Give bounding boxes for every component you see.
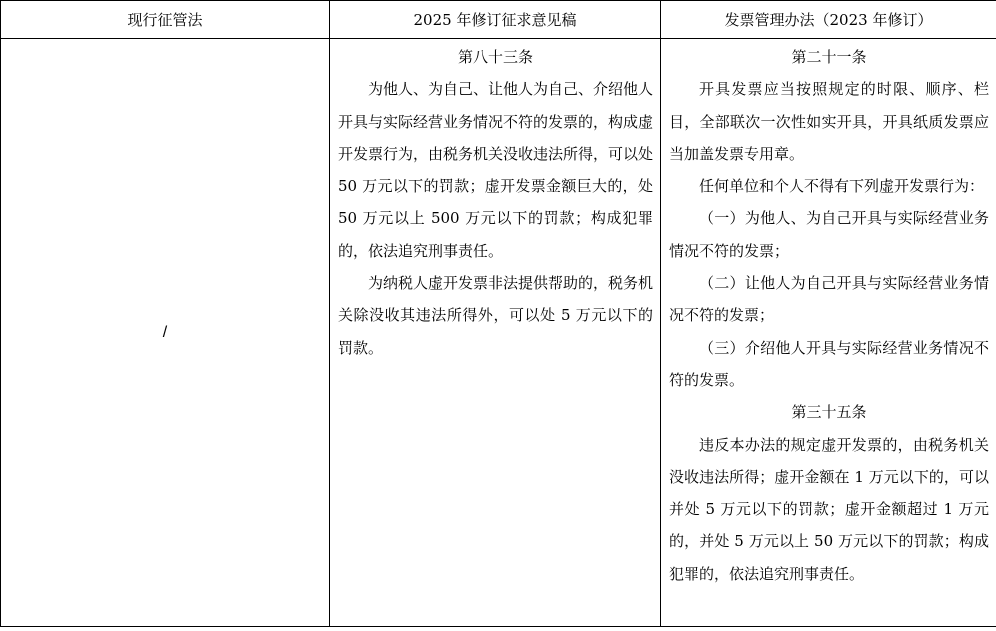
- current-law-cell: /: [1, 39, 330, 627]
- article-heading: 第三十五条: [791, 403, 867, 422]
- draft-cell: [330, 39, 661, 627]
- paragraph: 为他人、为自己、让他人为自己、介绍他人开具与实际经营业务情况不符的发票的，构成虚开发票行为，由税务机关没收违法所得，可以处 50 万元以下的罚款；虚开发票金额巨大的，处 50 万元以上 500 万元以下的罚款；构成犯罪的，依法追究刑事责任。: [338, 80, 654, 260]
- invoice-measures-cell: [661, 39, 996, 627]
- article-heading: 第八十三条: [457, 48, 533, 66]
- article-heading: 第二十一条: [791, 48, 867, 66]
- paragraph: 为纳税人虚开发票非法提供帮助的，税务机关除没收其违法所得外，可以处 5 万元以下的罚款。: [338, 274, 654, 357]
- paragraph: 开具发票应当按照规定的时限、顺序、栏目，全部联次一次性如实开具，开具纸质发票应当加盖发票专用章。: [669, 80, 989, 163]
- paragraph: （三）介绍他人开具与实际经营业务情况不符的发票。: [669, 338, 989, 389]
- table-row: [1, 39, 996, 627]
- header-row: [1, 1, 996, 39]
- header-invoice-measures: 发票管理办法（2023 年修订）: [661, 1, 996, 39]
- paragraph: 违反本办法的规定虚开发票的，由税务机关没收违法所得；虚开金额在 1 万元以下的，可以并处 5 万元以下的罚款；虚开金额超过 1 万元的，并处 5 万元以上 50 万元以下的罚款；构成犯罪的，依法追究刑事责任。: [669, 435, 989, 583]
- paragraph: （二）让他人为自己开具与实际经营业务情况不符的发票；: [669, 274, 989, 325]
- paragraph: （一）为他人、为自己开具与实际经营业务情况不符的发票；: [669, 209, 989, 260]
- header-current-law: 现行征管法: [1, 1, 330, 39]
- header-2025-draft: 2025 年修订征求意见稿: [330, 1, 661, 39]
- paragraph: 任何单位和个人不得有下列虚开发票行为：: [699, 177, 985, 196]
